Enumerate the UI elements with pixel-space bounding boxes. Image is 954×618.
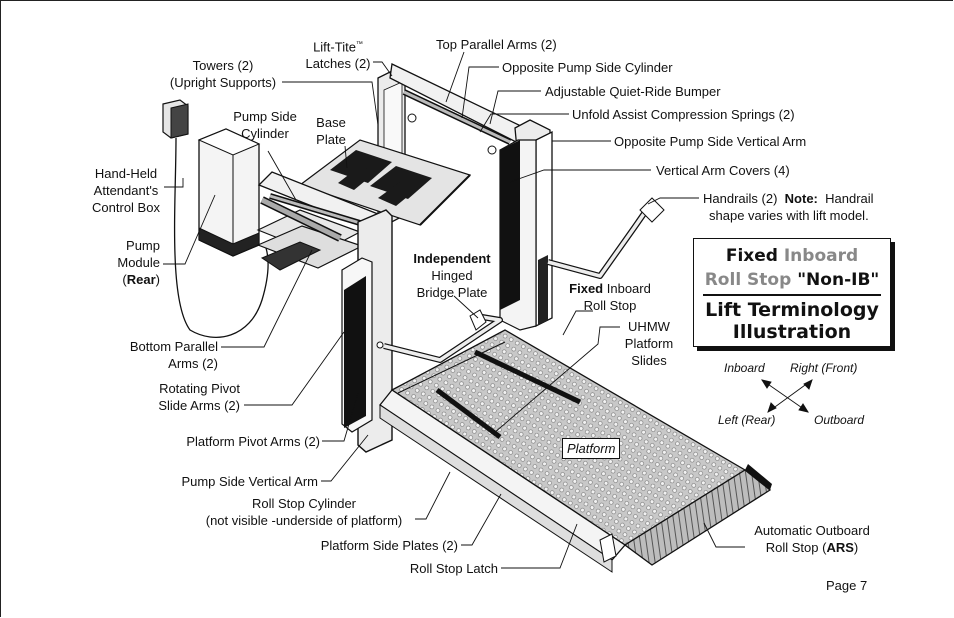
label-handrails-text: Handrails (2): [703, 191, 778, 206]
label-ars-bold: ARS: [826, 540, 854, 555]
label-pump-module-line1: Pump: [126, 238, 160, 253]
label-towers: [163, 57, 283, 91]
compass-inboard: Inboard: [724, 361, 765, 375]
label-uhmw-slides: [618, 318, 680, 369]
label-pump-module-paren-close: ): [155, 272, 160, 287]
label-pump-module-paren-open: (: [122, 272, 127, 287]
front-tower-drawing: [500, 120, 552, 330]
label-roll-stop-cylinder-line1: Roll Stop Cylinder: [251, 496, 357, 511]
label-fixed-roll-stop-line1: Inboard: [606, 281, 651, 296]
label-bridge-plate-line2: Hinged: [431, 268, 473, 283]
compass-right-front: Right (Front): [790, 361, 858, 375]
label-uhmw-line2: Platform: [624, 336, 674, 351]
label-pump-side-cylinder: [225, 108, 305, 142]
page-number: Page 7: [826, 578, 868, 593]
label-towers-line1: Towers (2): [192, 58, 254, 73]
pump-module-drawing: [199, 129, 259, 256]
label-bridge-plate-line3: Bridge Plate: [416, 285, 488, 300]
label-platform-side-plates: Platform Side Plates (2): [320, 538, 458, 553]
label-top-parallel-arms: Top Parallel Arms (2): [436, 37, 557, 52]
label-base-plate: [308, 114, 354, 148]
title-inboard: Inboard: [783, 246, 859, 266]
label-opposite-vertical-arm: Opposite Pump Side Vertical Arm: [614, 134, 807, 149]
label-lift-tite-line1: Lift-Tite: [313, 39, 356, 55]
label-ars-line1: Automatic Outboard: [754, 523, 870, 538]
label-base-plate-line1: Base: [316, 115, 346, 130]
label-adjustable-bumper: Adjustable Quiet-Ride Bumper: [545, 84, 721, 99]
label-roll-stop-latch: Roll Stop Latch: [409, 561, 498, 576]
label-towers-line2: (Upright Supports): [169, 75, 277, 90]
label-bottom-parallel-line2: Arms (2): [168, 356, 218, 371]
label-control-box: [84, 165, 168, 216]
label-handrails: [703, 190, 874, 224]
title-roll-stop: Roll Stop: [704, 270, 792, 290]
label-pump-module-line2: Module: [117, 255, 160, 270]
label-lift-tite-latches: [298, 36, 378, 72]
label-control-box-line2: Attendant's: [93, 183, 159, 198]
label-control-box-line3: Control Box: [92, 200, 160, 215]
title-line1: [694, 244, 890, 268]
label-roll-stop-cylinder: [196, 495, 412, 529]
label-roll-stop-cylinder-line2: (not visible -underside of platform): [205, 513, 403, 528]
label-unfold-springs: Unfold Assist Compression Springs (2): [572, 107, 795, 122]
title-box: [693, 238, 891, 347]
title-lift-terminology: Lift Terminology: [705, 299, 879, 321]
label-pump-side-cylinder-line2: Cylinder: [241, 126, 289, 141]
label-fixed-roll-stop-line2: Roll Stop: [583, 298, 637, 313]
label-bottom-parallel-line1: Bottom Parallel: [129, 339, 218, 354]
title-fixed: Fixed: [725, 246, 778, 266]
label-ars-pre: Roll Stop (: [765, 540, 827, 555]
label-pump-side-vertical-arm: Pump Side Vertical Arm: [181, 474, 318, 489]
title-illustration: Illustration: [732, 321, 852, 343]
compass-outboard: Outboard: [814, 413, 865, 427]
label-pump-side-cylinder-line1: Pump Side: [233, 109, 297, 124]
label-vertical-arm-covers: Vertical Arm Covers (4): [656, 163, 790, 178]
title-line2: [694, 268, 890, 292]
label-pump-module: [100, 237, 160, 288]
label-bridge-plate-line1: Independent: [413, 251, 491, 266]
label-uhmw-line3: Slides: [631, 353, 667, 368]
label-opposite-pump-side-cylinder: Opposite Pump Side Cylinder: [502, 60, 673, 75]
label-control-box-line1: Hand-Held: [94, 166, 158, 181]
label-rotating-pivot-line1: Rotating Pivot: [159, 381, 240, 396]
label-bridge-plate: [404, 250, 500, 301]
label-lift-tite-line2: Latches (2): [305, 56, 371, 72]
label-fixed-roll-stop: [560, 280, 660, 314]
label-handrails-note-line2: shape varies with lift model.: [709, 208, 869, 223]
title-divider: [703, 294, 881, 296]
label-handrails-note: Handrail: [825, 191, 874, 206]
direction-compass-drawing: [762, 380, 812, 412]
label-handrails-note-bold: Note:: [784, 191, 818, 206]
label-bottom-parallel-arms: [110, 338, 218, 372]
label-uhmw-line1: UHMW: [628, 319, 670, 334]
platform-tag: Platform: [562, 438, 620, 459]
label-rotating-pivot-line2: Slide Arms (2): [158, 398, 240, 413]
trademark-symbol: ™: [355, 41, 363, 48]
title-non-ib: "Non-IB": [797, 270, 880, 290]
label-pump-module-rear: Rear: [126, 272, 156, 287]
label-ars: [744, 522, 880, 556]
label-rotating-pivot-slide-arms: [130, 380, 240, 414]
compass-left-rear: Left (Rear): [718, 413, 776, 427]
label-fixed-roll-stop-bold: Fixed: [569, 281, 604, 296]
label-platform-pivot-arms: Platform Pivot Arms (2): [186, 434, 320, 449]
label-ars-post: ): [853, 540, 859, 555]
label-base-plate-line2: Plate: [316, 132, 346, 147]
